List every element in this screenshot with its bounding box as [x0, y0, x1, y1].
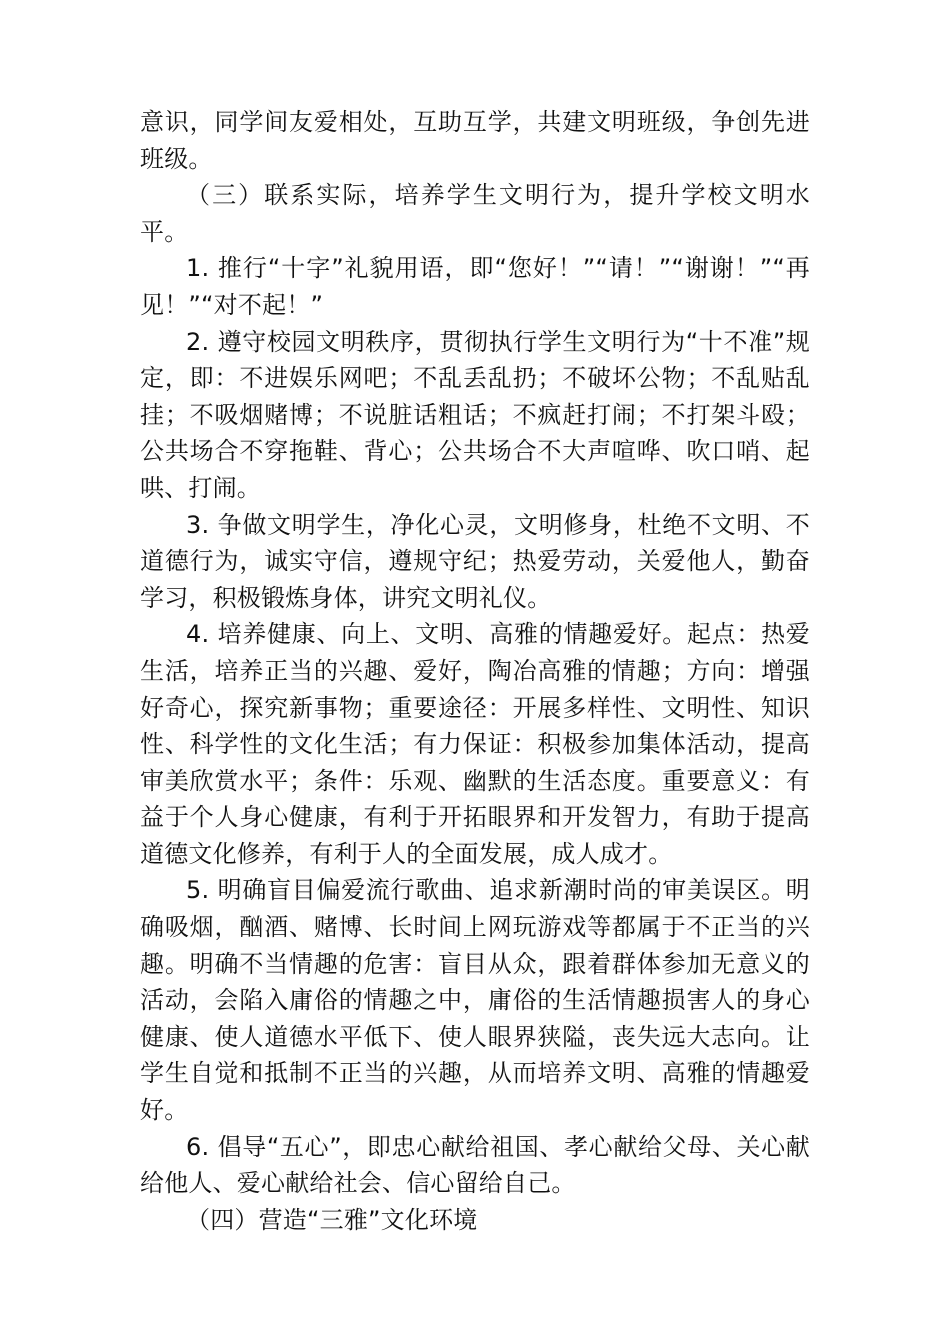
section-heading-3: （三）联系实际，培养学生文明行为，提升学校文明水平。 — [140, 181, 810, 246]
list-item-3: 3. 争做文明学生，净化心灵，文明修身，杜绝不文明、不道德行为，诚实守信，遵规守纪；热爱劳动，关爱他人，勤奋学习，积极锻炼身体，讲究文明礼仪。 — [140, 510, 810, 612]
list-item-6: 6. 倡导“五心”，即忠心献给祖国、孝心献给父母、关心献给他人、爱心献给社会、信心留给自己。 — [140, 1132, 810, 1198]
section-heading-4: （四）营造“三雅”文化环境 — [186, 1205, 478, 1234]
list-item-4: 4. 培养健康、向上、文明、高雅的情趣爱好。起点：热爱生活，培养正当的兴趣、爱好，陶冶高雅的情趣；方向：增强好奇心，探究新事物；重要途径：开展多样性、文明性、知识性、科学性的文化生活；有力保证：积极参加集体活动，提高审美欣赏水平；条件：乐观、幽默的生活态度。重要意义：有益于个人身心健康，有利于开拓眼界和开发智力，有助于提高道德文化修养，有利于人的全面发展，成人成才。 — [140, 620, 810, 868]
paragraph-continuation: 意识，同学间友爱相处，互助互学，共建文明班级，争创先进班级。 — [140, 108, 810, 173]
list-item-2: 2. 遵守校园文明秩序，贯彻执行学生文明行为“十不准”规定，即：不进娱乐网吧；不乱丢乱扔；不破坏公物；不乱贴乱挂；不吸烟赌博；不说脏话粗话；不疯赶打闹；不打架斗殴；公共场合不穿拖鞋、背心；公共场合不大声喧哗、吹口哨、起哄、打闹。 — [140, 327, 810, 502]
list-item-5: 5. 明确盲目偏爱流行歌曲、追求新潮时尚的审美误区。明确吸烟，酗酒、赌博、长时间上网玩游戏等都属于不正当的兴趣。明确不当情趣的危害：盲目从众，跟着群体参加无意义的活动，会陷入庸俗的情趣之中，庸俗的生活情趣损害人的身心健康、使人道德水平低下、使人眼界狭隘，丧失远大志向。让学生自觉和抵制不正当的兴趣，从而培养文明、高雅的情趣爱好。 — [140, 876, 810, 1125]
list-item-1: 1. 推行“十字”礼貌用语，即“您好！”“请！”“谢谢！”“再见！”“对不起！” — [140, 254, 810, 319]
document-body — [140, 104, 810, 1238]
